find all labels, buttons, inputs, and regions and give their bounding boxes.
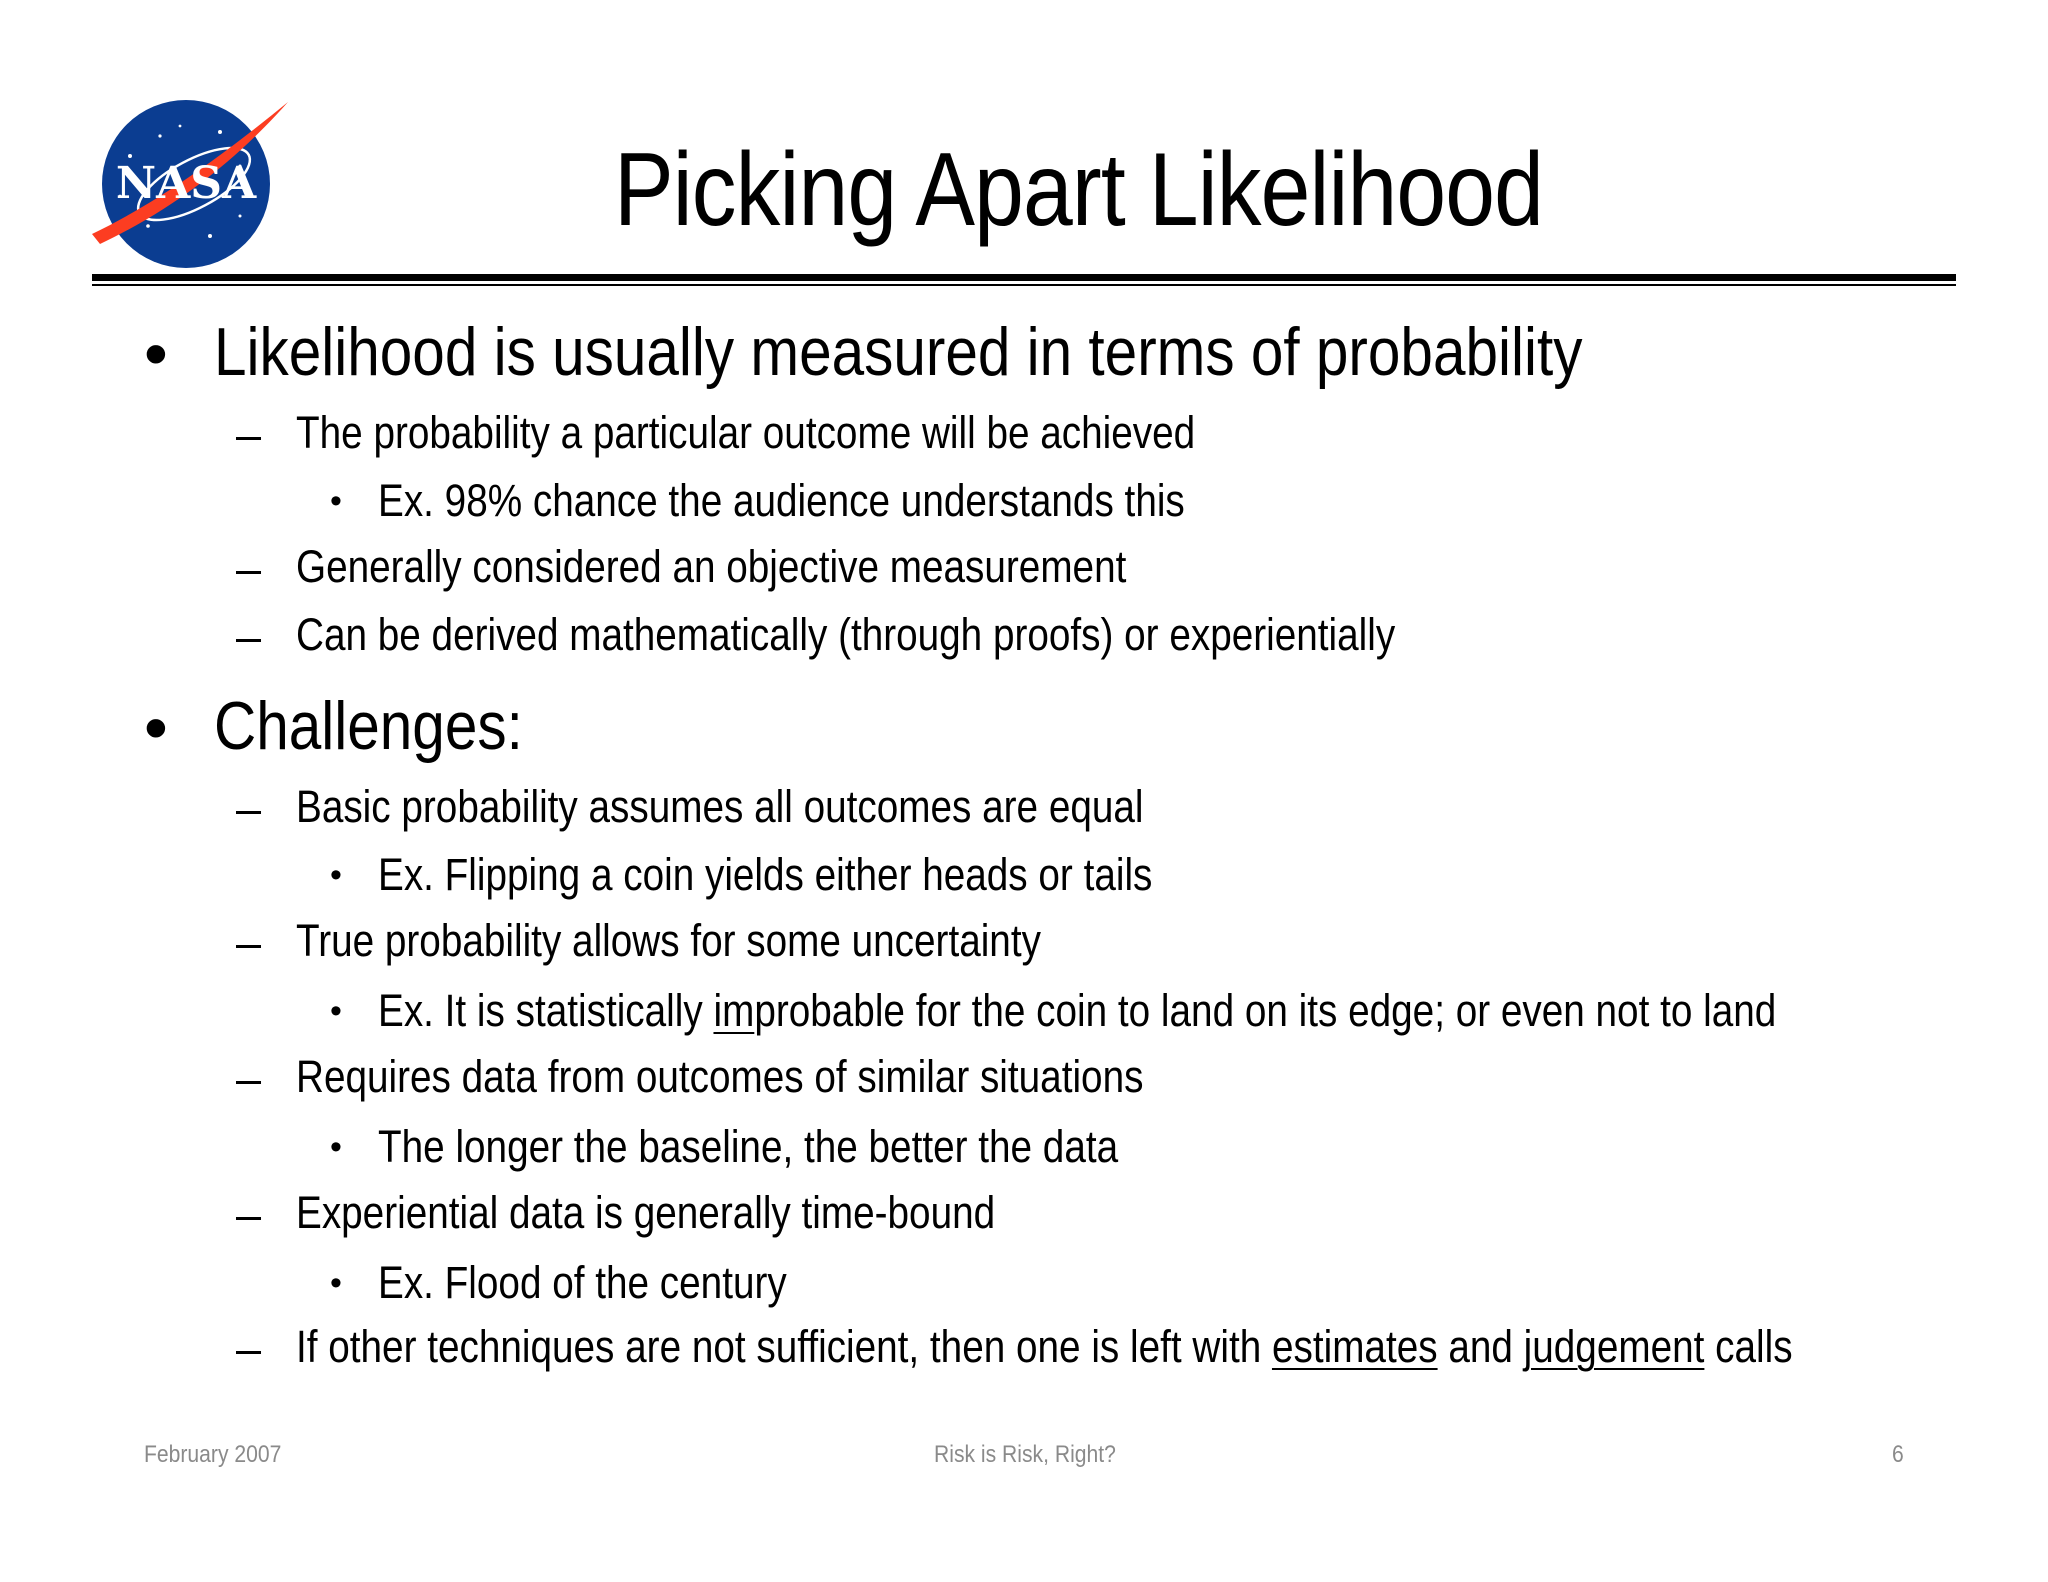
sub-bullet-text: Can be derived mathematically (through proofs) or experientially — [296, 609, 1396, 660]
bullet-text: Challenges: — [214, 688, 523, 764]
footer-title: Risk is Risk, Right? — [934, 1441, 1116, 1468]
example-98-percent — [378, 474, 1316, 528]
dot-marker: • — [330, 1128, 342, 1166]
dot-marker: • — [330, 992, 342, 1030]
example-baseline — [378, 1120, 1239, 1174]
nasa-logo — [90, 96, 290, 268]
sub-bullet-probability-outcome — [296, 406, 1342, 460]
dot-marker: • — [330, 856, 342, 894]
underlined-im: im — [713, 985, 755, 1036]
dash-marker: – — [236, 1323, 262, 1374]
example-text-start: Ex. It is statistically — [378, 985, 714, 1036]
sub-bullet-text: Basic probability assumes all outcomes are equal — [296, 781, 1144, 832]
slide-title: Picking Apart Likelihood — [614, 132, 1544, 248]
sub-bullet-text-end: calls — [1704, 1321, 1793, 1372]
sub-bullet-estimates-judgement — [296, 1320, 2036, 1374]
example-text: Ex. 98% chance the audience understands this — [378, 475, 1185, 526]
dot-marker: • — [330, 482, 342, 520]
dash-marker: – — [236, 611, 262, 662]
sub-bullet-text: The probability a particular outcome will be achieved — [296, 407, 1196, 458]
sub-bullet-objective — [296, 540, 1262, 594]
sub-bullet-text: Generally considered an objective measurement — [296, 541, 1127, 592]
example-coin-flip — [378, 848, 1278, 902]
sub-bullet-text-mid: and — [1437, 1321, 1524, 1372]
example-text: Ex. Flood of the century — [378, 1257, 787, 1308]
sub-bullet-text: True probability allows for some uncertainty — [296, 915, 1041, 966]
dot-marker: • — [330, 1264, 342, 1302]
logo-wordmark: NASA — [115, 158, 257, 209]
footer-page-number: 6 — [1892, 1441, 1904, 1468]
dash-marker: – — [236, 1189, 262, 1240]
bullet-likelihood — [214, 312, 1805, 392]
sub-bullet-text: Experiential data is generally time-bound — [296, 1187, 996, 1238]
example-text: Ex. Flipping a coin yields either heads or tails — [378, 849, 1153, 900]
sub-bullet-derived — [296, 608, 1574, 662]
dash-marker: – — [236, 543, 262, 594]
sub-bullet-text-start: If other techniques are not sufficient, then one is left with — [296, 1321, 1272, 1372]
sub-bullet-requires-data — [296, 1050, 1281, 1104]
title-rule-thin — [92, 284, 1956, 286]
footer-date: February 2007 — [144, 1441, 282, 1468]
dash-marker: – — [236, 409, 262, 460]
sub-bullet-true-probability — [296, 914, 1162, 968]
example-text: The longer the baseline, the better the data — [378, 1121, 1119, 1172]
example-flood — [378, 1256, 853, 1310]
bullet-marker: • — [144, 316, 168, 392]
example-text-end: probable for the coin to land on its edge; or even not to land — [754, 985, 1777, 1036]
title-rule-thick — [92, 274, 1956, 281]
dash-marker: – — [236, 917, 262, 968]
sub-bullet-basic-probability — [296, 780, 1282, 834]
sub-bullet-time-bound — [296, 1186, 1109, 1240]
bullet-text: Likelihood is usually measured in terms of probability — [214, 314, 1583, 390]
underlined-judgement: judgement — [1523, 1321, 1705, 1372]
example-coin-edge — [378, 984, 2004, 1038]
dash-marker: – — [236, 1053, 262, 1104]
dash-marker: – — [236, 783, 262, 834]
bullet-challenges — [214, 686, 573, 766]
bullet-marker: • — [144, 690, 168, 766]
underlined-estimates: estimates — [1271, 1321, 1438, 1372]
sub-bullet-text: Requires data from outcomes of similar situations — [296, 1051, 1144, 1102]
